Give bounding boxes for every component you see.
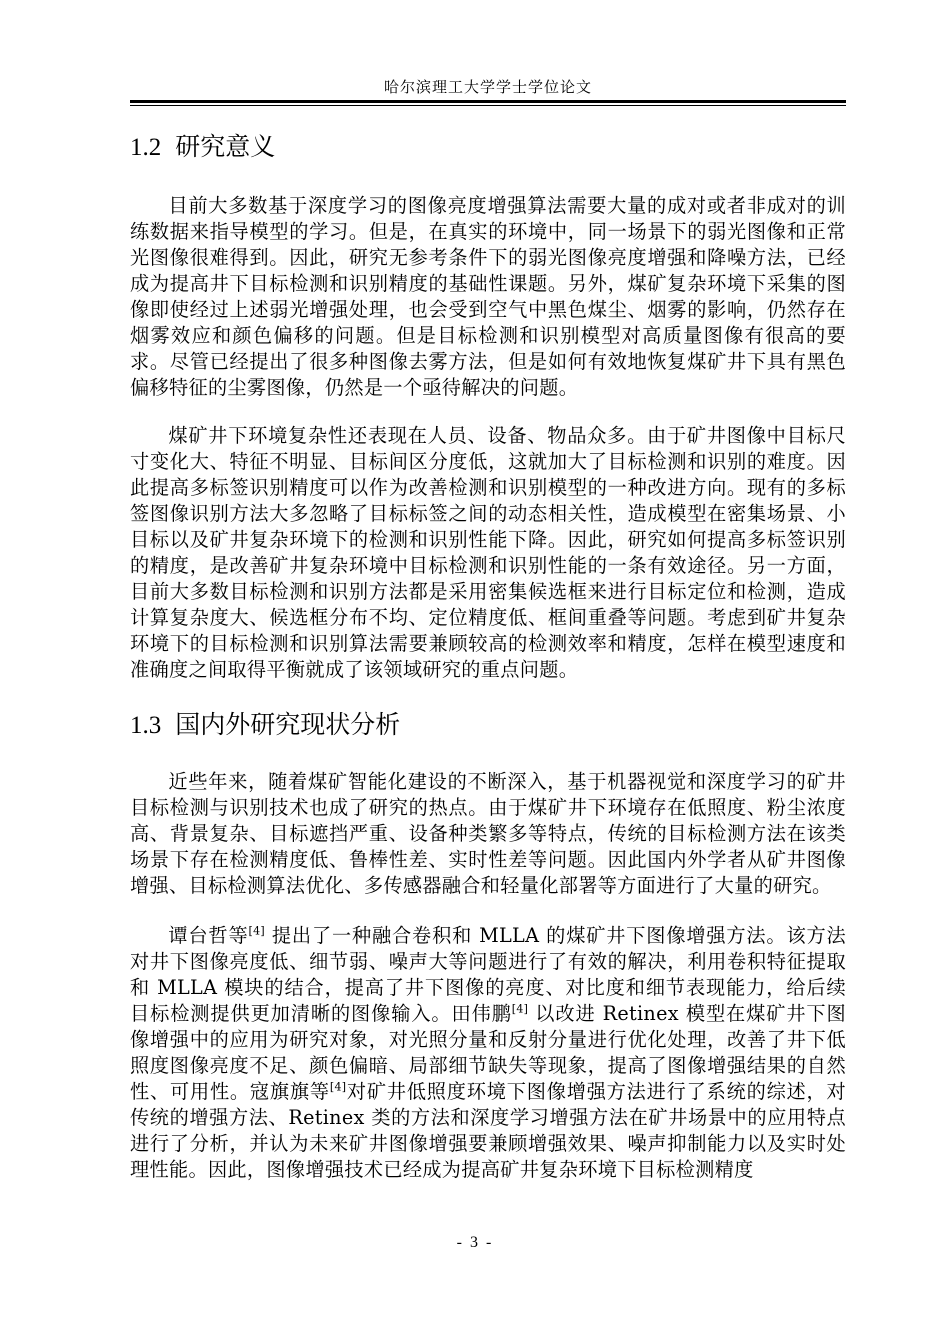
section-number: 1.2 xyxy=(130,134,162,161)
paragraph: 煤矿井下环境复杂性还表现在人员、设备、物品众多。由于矿井图像中目标尺寸变化大、特征不明显、目标间区分度低，这就加大了目标检测和识别的难度。因此提高多标签识别精度可以作为改善检测和识别模型的一种改进方向。现有的多标签图像识别方法大多忽略了目标标签之间的动态相关性，造成模型在密集场景、小目标以及矿井复杂环境下的检测和识别性能下降。因此，研究如何提高多标签识别的精度，是改善矿井复杂环境中目标检测和识别性能的一条有效途径。另一方面，目前大多数目标检测和识别方法都是采用密集候选框来进行目标定位和检测，造成计算复杂度大、候选框分布不均、定位精度低、框间重叠等问题。考虑到矿井复杂环境下的目标检测和识别算法需要兼顾较高的检测效率和精度，怎样在模型速度和准确度之间取得平衡就成了该领域研究的重点问题。 xyxy=(130,424,846,681)
citation: [4] xyxy=(511,1002,529,1016)
section-title: 研究意义 xyxy=(175,132,276,161)
section-title: 国内外研究现状分析 xyxy=(175,710,401,739)
header-title: 哈尔滨理工大学学士学位论文 xyxy=(383,78,592,96)
section-heading-1-3 xyxy=(130,709,400,742)
text-run: 以改进 Retinex 模型在煤矿井下图像增强中的应用为研究对象，对光照分量和反射分量进行优化处理，改善了井下低照度图像亮度不足、颜色偏暗、局部细节缺失等现象，提高了图像增强结果的自然性、可用性。寇旗旗等 xyxy=(130,1002,847,1103)
text-run: 对矿井低照度环境下图像增强方法进行了系统的综述，对传统的增强方法、Retinex 类的方法和深度学习增强方法在矿井场景中的应用特点进行了分析，并认为未来矿井图像增强要兼顾增强效果、噪声抑制能力以及实时处理性能。因此，图像增强技术已经成为提高矿井复杂环境下目标检测精度 xyxy=(130,1080,847,1181)
section-number: 1.3 xyxy=(130,712,162,739)
citation: [4] xyxy=(329,1080,347,1094)
paragraph: 目前大多数基于深度学习的图像亮度增强算法需要大量的成对或者非成对的训练数据来指导模型的学习。但是，在真实的环境中，同一场景下的弱光图像和正常光图像很难得到。因此，研究无参考条件下的弱光图像亮度增强和降噪方法，已经成为提高井下目标检测和识别精度的基础性课题。另外，煤矿复杂环境下采集的图像即使经过上述弱光增强处理，也会受到空气中黑色煤尘、烟雾的影响，仍然存在烟雾效应和颜色偏移的问题。但是目标检测和识别模型对高质量图像有很高的要求。尽管已经提出了很多种图像去雾方法，但是如何有效地恢复煤矿井下具有黑色偏移特征的尘雾图像，仍然是一个亟待解决的问题。 xyxy=(130,194,846,399)
citation: [4] xyxy=(248,924,265,938)
text-run: 提出了一种融合卷积和 MLLA 的煤矿井下图像增强方法。该方法对井下图像亮度低、细节弱、噪声大等问题进行了有效的解决，利用卷积特征提取和 MLLA 模块的结合，提高了井下图像的亮度、对比度和细节表现能力，给后续目标检测提供更加清晰的图像输入。田伟鹏 xyxy=(130,924,846,1025)
paragraph-with-citations xyxy=(130,923,846,1183)
section-heading-1-2 xyxy=(130,131,275,164)
page-number: - 3 - xyxy=(456,1234,494,1251)
text-run: 谭台哲等 xyxy=(168,924,249,947)
header-rule xyxy=(130,100,846,103)
paragraph: 近些年来，随着煤矿智能化建设的不断深入，基于机器视觉和深度学习的矿井目标检测与识别技术也成了研究的热点。由于煤矿井下环境存在低照度、粉尘浓度高、背景复杂、目标遮挡严重、设备种类繁多等特点，传统的目标检测方法在该类场景下存在检测精度低、鲁棒性差、实时性差等问题。因此国内外学者从矿井图像增强、目标检测算法优化、多传感器融合和轻量化部署等方面进行了大量的研究。 xyxy=(130,770,846,897)
header-rule-thin xyxy=(130,105,846,106)
